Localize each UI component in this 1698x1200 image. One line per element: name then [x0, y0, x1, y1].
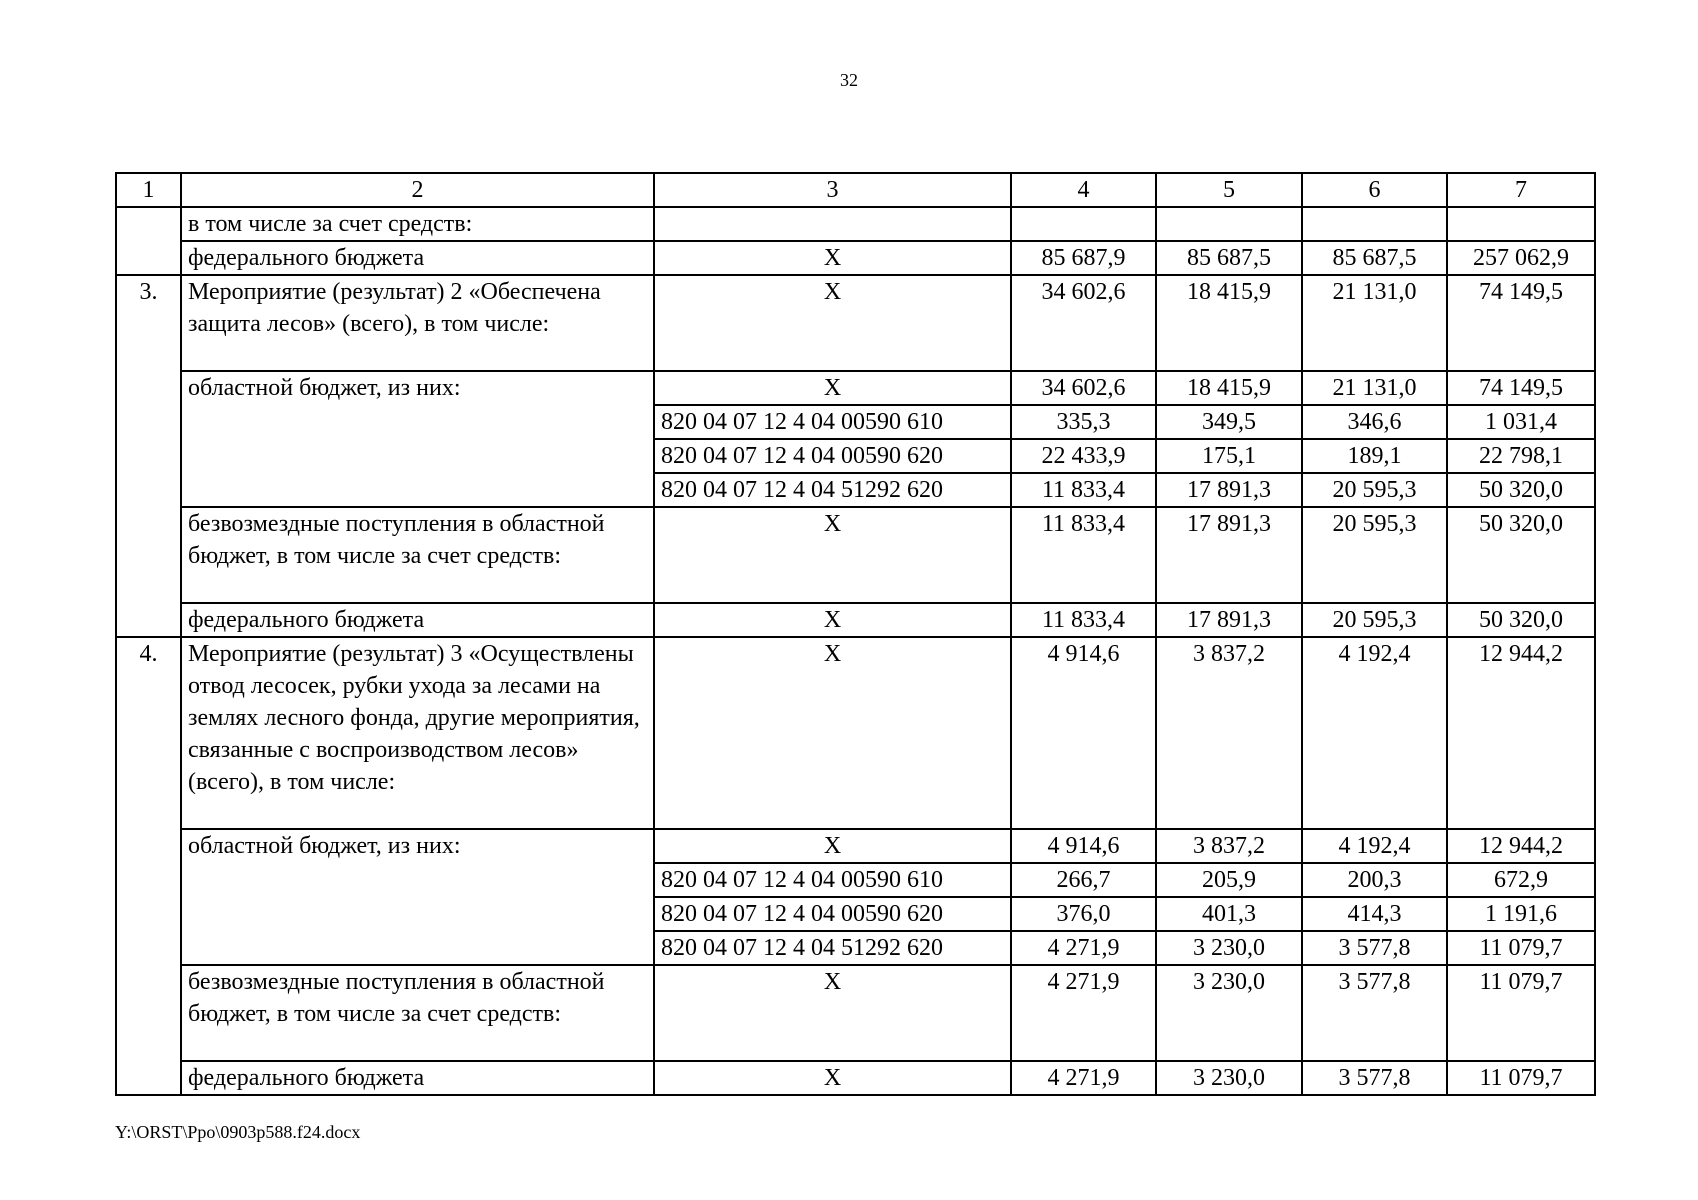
value-cell: 4 192,4 — [1302, 637, 1447, 829]
column-header: 7 — [1447, 173, 1595, 207]
value-cell: 200,3 — [1302, 863, 1447, 897]
code-cell: Х — [654, 371, 1011, 405]
table-row — [116, 829, 1595, 863]
row-label: Мероприятие (результат) 2 «Обеспечена защита лесов» (всего), в том числе: — [181, 275, 654, 371]
value-cell: 18 415,9 — [1156, 371, 1302, 405]
value-cell: 189,1 — [1302, 439, 1447, 473]
value-cell: 257 062,9 — [1447, 241, 1595, 275]
value-cell: 12 944,2 — [1447, 637, 1595, 829]
value-cell: 672,9 — [1447, 863, 1595, 897]
code-cell: 820 04 07 12 4 04 00590 610 — [654, 405, 1011, 439]
value-cell: 85 687,5 — [1302, 241, 1447, 275]
value-cell: 18 415,9 — [1156, 275, 1302, 371]
value-cell: 85 687,5 — [1156, 241, 1302, 275]
table-header-row — [116, 173, 1595, 207]
code-cell — [654, 207, 1011, 241]
value-cell: 11 833,4 — [1011, 507, 1156, 603]
value-cell: 346,6 — [1302, 405, 1447, 439]
value-cell: 1 031,4 — [1447, 405, 1595, 439]
value-cell: 175,1 — [1156, 439, 1302, 473]
column-header: 1 — [116, 173, 181, 207]
value-cell: 3 230,0 — [1156, 965, 1302, 1061]
column-header: 6 — [1302, 173, 1447, 207]
value-cell: 4 271,9 — [1011, 931, 1156, 965]
value-cell — [1447, 207, 1595, 241]
row-label: федерального бюджета — [181, 241, 654, 275]
table-row — [116, 207, 1595, 241]
value-cell: 3 837,2 — [1156, 829, 1302, 863]
value-cell: 376,0 — [1011, 897, 1156, 931]
value-cell: 20 595,3 — [1302, 473, 1447, 507]
table-row — [116, 603, 1595, 637]
value-cell: 3 837,2 — [1156, 637, 1302, 829]
value-cell: 21 131,0 — [1302, 371, 1447, 405]
code-cell: Х — [654, 1061, 1011, 1095]
value-cell — [1011, 207, 1156, 241]
budget-table — [115, 172, 1596, 1096]
table-row — [116, 965, 1595, 1061]
table-row — [116, 371, 1595, 405]
code-cell: Х — [654, 829, 1011, 863]
value-cell: 85 687,9 — [1011, 241, 1156, 275]
value-cell: 11 079,7 — [1447, 931, 1595, 965]
value-cell: 17 891,3 — [1156, 603, 1302, 637]
code-cell: Х — [654, 241, 1011, 275]
value-cell: 22 433,9 — [1011, 439, 1156, 473]
value-cell: 17 891,3 — [1156, 507, 1302, 603]
value-cell: 11 079,7 — [1447, 965, 1595, 1061]
row-label: безвозмездные поступления в областной бюджет, в том числе за счет средств: — [181, 507, 654, 603]
value-cell: 11 833,4 — [1011, 603, 1156, 637]
value-cell: 11 833,4 — [1011, 473, 1156, 507]
row-label: федерального бюджета — [181, 603, 654, 637]
code-cell: Х — [654, 507, 1011, 603]
table-row — [116, 637, 1595, 829]
column-header: 5 — [1156, 173, 1302, 207]
value-cell: 3 230,0 — [1156, 931, 1302, 965]
value-cell: 335,3 — [1011, 405, 1156, 439]
row-label: Мероприятие (результат) 3 «Осуществлены отвод лесосек, рубки ухода за лесами на землях лесного фонда, другие мероприятия, связанные с воспроизводством лесов» (всего), в том числе: — [181, 637, 654, 829]
page-number: 32 — [840, 70, 858, 90]
row-label: федерального бюджета — [181, 1061, 654, 1095]
table-row — [116, 275, 1595, 371]
code-cell: Х — [654, 965, 1011, 1061]
code-cell: Х — [654, 603, 1011, 637]
value-cell: 3 230,0 — [1156, 1061, 1302, 1095]
row-label: областной бюджет, из них: — [181, 371, 654, 507]
value-cell: 4 914,6 — [1011, 829, 1156, 863]
code-cell: Х — [654, 275, 1011, 371]
value-cell: 20 595,3 — [1302, 603, 1447, 637]
code-cell: 820 04 07 12 4 04 51292 620 — [654, 473, 1011, 507]
value-cell: 4 914,6 — [1011, 637, 1156, 829]
value-cell: 50 320,0 — [1447, 603, 1595, 637]
value-cell — [1156, 207, 1302, 241]
code-cell: Х — [654, 637, 1011, 829]
value-cell: 20 595,3 — [1302, 507, 1447, 603]
value-cell: 22 798,1 — [1447, 439, 1595, 473]
value-cell: 11 079,7 — [1447, 1061, 1595, 1095]
value-cell: 50 320,0 — [1447, 507, 1595, 603]
value-cell: 3 577,8 — [1302, 965, 1447, 1061]
value-cell: 17 891,3 — [1156, 473, 1302, 507]
column-header: 4 — [1011, 173, 1156, 207]
value-cell: 401,3 — [1156, 897, 1302, 931]
value-cell: 4 192,4 — [1302, 829, 1447, 863]
table-row — [116, 507, 1595, 603]
column-header: 2 — [181, 173, 654, 207]
value-cell: 1 191,6 — [1447, 897, 1595, 931]
value-cell: 50 320,0 — [1447, 473, 1595, 507]
value-cell: 205,9 — [1156, 863, 1302, 897]
row-number-cell: 4. — [116, 637, 181, 1095]
value-cell: 34 602,6 — [1011, 371, 1156, 405]
value-cell: 4 271,9 — [1011, 965, 1156, 1061]
value-cell: 74 149,5 — [1447, 275, 1595, 371]
value-cell: 4 271,9 — [1011, 1061, 1156, 1095]
value-cell — [1302, 207, 1447, 241]
column-header: 3 — [654, 173, 1011, 207]
code-cell: 820 04 07 12 4 04 00590 620 — [654, 897, 1011, 931]
row-number-cell: 3. — [116, 275, 181, 637]
file-path-footer: Y:\ORST\Ppo\0903p588.f24.docx — [115, 1122, 361, 1142]
value-cell: 21 131,0 — [1302, 275, 1447, 371]
value-cell: 74 149,5 — [1447, 371, 1595, 405]
row-label: областной бюджет, из них: — [181, 829, 654, 965]
row-label: в том числе за счет средств: — [181, 207, 654, 241]
row-label: безвозмездные поступления в областной бюджет, в том числе за счет средств: — [181, 965, 654, 1061]
table-row — [116, 241, 1595, 275]
code-cell: 820 04 07 12 4 04 00590 620 — [654, 439, 1011, 473]
value-cell: 414,3 — [1302, 897, 1447, 931]
code-cell: 820 04 07 12 4 04 00590 610 — [654, 863, 1011, 897]
value-cell: 266,7 — [1011, 863, 1156, 897]
row-number-cell — [116, 207, 181, 275]
value-cell: 12 944,2 — [1447, 829, 1595, 863]
value-cell: 3 577,8 — [1302, 931, 1447, 965]
table-row — [116, 1061, 1595, 1095]
value-cell: 34 602,6 — [1011, 275, 1156, 371]
value-cell: 3 577,8 — [1302, 1061, 1447, 1095]
value-cell: 349,5 — [1156, 405, 1302, 439]
code-cell: 820 04 07 12 4 04 51292 620 — [654, 931, 1011, 965]
